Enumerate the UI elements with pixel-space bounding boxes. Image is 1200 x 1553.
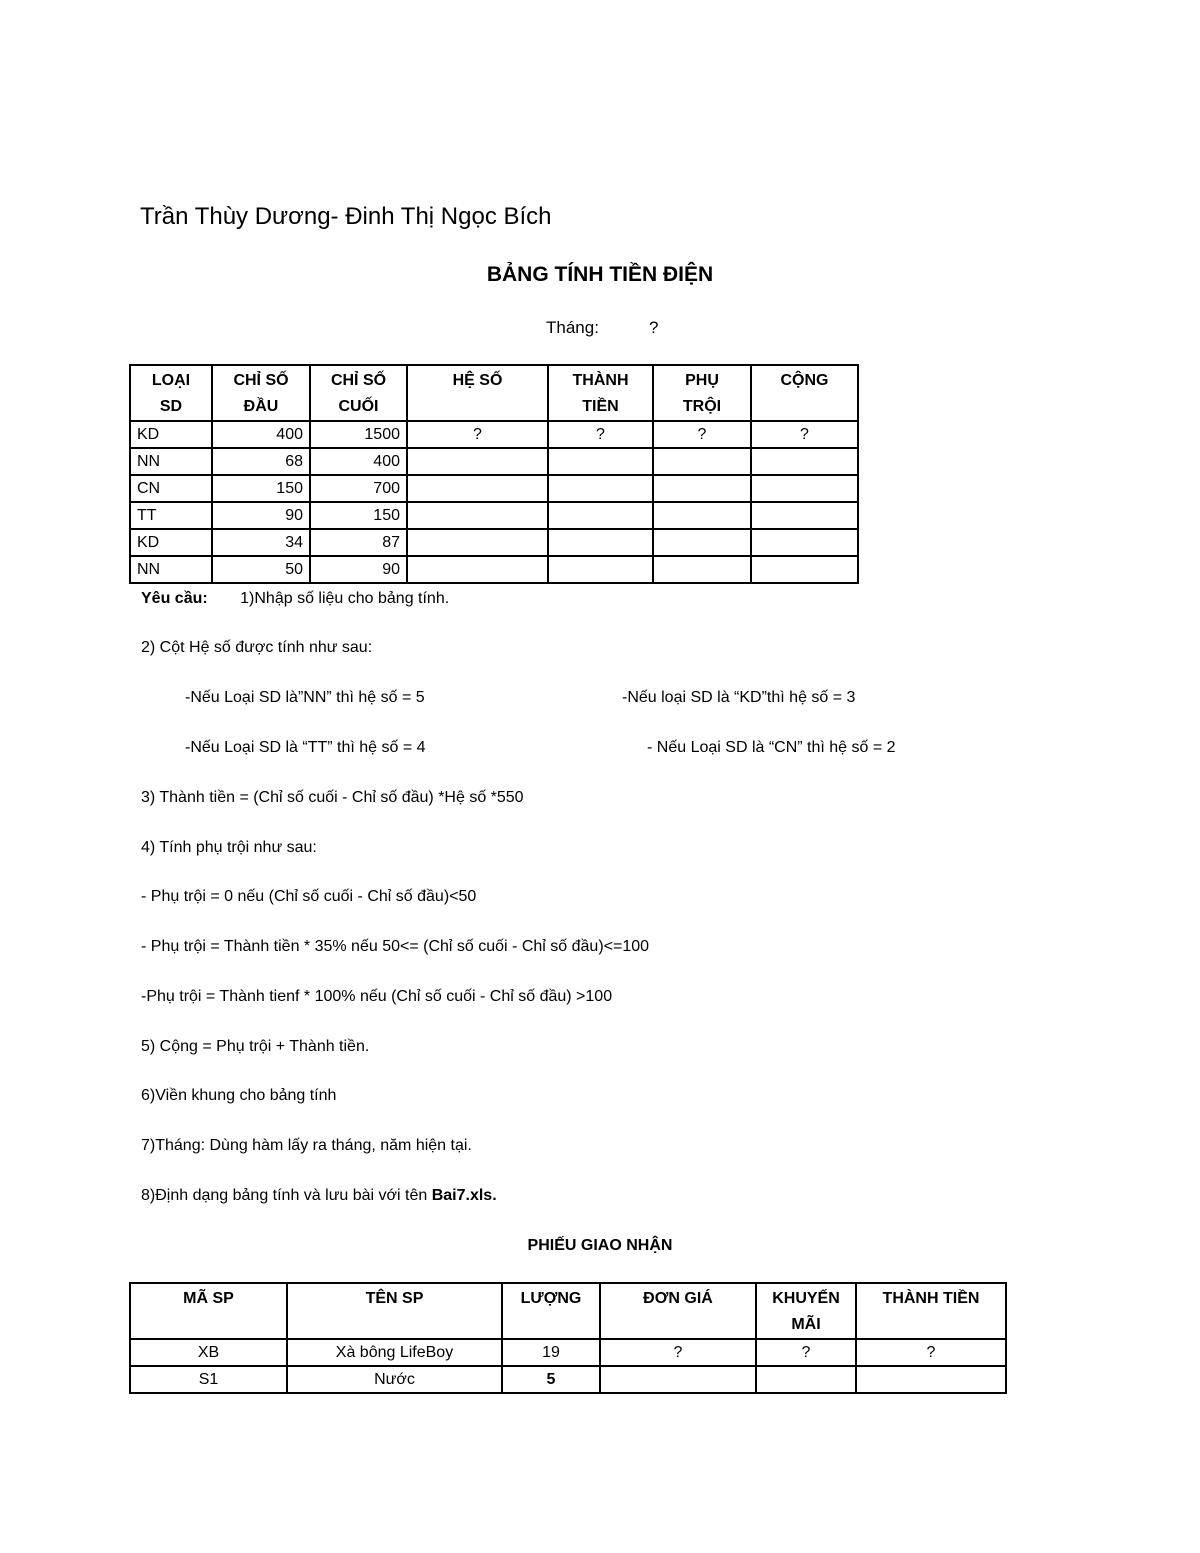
cell-ten-sp: Xà bông LifeBoy: [287, 1339, 502, 1366]
cell-chi-so-dau: 400: [212, 421, 310, 448]
requirements-label: Yêu cầu:: [141, 590, 208, 607]
table-row: [130, 448, 858, 475]
cell-ten-sp: Nước: [287, 1366, 502, 1393]
cell-loai-sd: KD: [130, 529, 212, 556]
requirement-1: Yêu cầu: 1)Nhập số liệu cho bảng tính.: [141, 590, 450, 607]
requirement-7: 7)Tháng: Dùng hàm lấy ra tháng, năm hiện tại.: [141, 1137, 472, 1154]
cell-thanh-tien: [548, 502, 653, 529]
table-row: [130, 502, 858, 529]
cell-phu-troi: ?: [653, 421, 751, 448]
cell-chi-so-dau: 34: [212, 529, 310, 556]
cell-don-gia: [600, 1366, 756, 1393]
header-thanh-tien: THÀNH TIỀN: [548, 365, 653, 421]
cell-cong: [751, 448, 858, 475]
requirement-4a: - Phụ trội = 0 nếu (Chỉ số cuối - Chỉ số đầu)<50: [141, 888, 477, 905]
electricity-table: [129, 364, 859, 584]
section-title: PHIẾU GIAO NHẬN: [527, 1237, 673, 1254]
table-header-row: [130, 365, 858, 421]
requirement-6: 6)Viền khung cho bảng tính: [141, 1087, 337, 1104]
cell-thanh-tien: ?: [856, 1339, 1006, 1366]
cell-phu-troi: [653, 529, 751, 556]
header-luong: LƯỢNG: [502, 1283, 600, 1339]
cell-thanh-tien: [548, 448, 653, 475]
header-chi-so-cuoi: CHỈ SỐ CUỐI: [310, 365, 407, 421]
cell-luong: 19: [502, 1339, 600, 1366]
author-names: Trần Thùy Dương- Đinh Thị Ngọc Bích: [140, 203, 552, 230]
header-chi-so-dau: CHỈ SỐ ĐẦU: [212, 365, 310, 421]
cell-cong: [751, 502, 858, 529]
cell-he-so: [407, 475, 548, 502]
cell-loai-sd: CN: [130, 475, 212, 502]
table-row: [130, 475, 858, 502]
cell-thanh-tien: [548, 475, 653, 502]
cell-ma-sp: XB: [130, 1339, 287, 1366]
header-cong: CỘNG: [751, 365, 858, 421]
requirement-2b: -Nếu loại SD là “KD”thì hệ số = 3: [622, 689, 856, 706]
cell-thanh-tien: [856, 1366, 1006, 1393]
cell-chi-so-dau: 68: [212, 448, 310, 475]
cell-loai-sd: NN: [130, 556, 212, 583]
cell-chi-so-cuoi: 1500: [310, 421, 407, 448]
cell-chi-so-dau: 150: [212, 475, 310, 502]
header-loai-sd: LOẠI SD: [130, 365, 212, 421]
cell-luong: 5: [502, 1366, 600, 1393]
cell-don-gia: ?: [600, 1339, 756, 1366]
cell-he-so: ?: [407, 421, 548, 448]
cell-chi-so-cuoi: 90: [310, 556, 407, 583]
month-value: ?: [648, 318, 659, 337]
cell-chi-so-dau: 90: [212, 502, 310, 529]
cell-ma-sp: S1: [130, 1366, 287, 1393]
cell-he-so: [407, 502, 548, 529]
requirement-2c: -Nếu Loại SD là “TT” thì hệ số = 4: [185, 739, 426, 756]
delivery-table: [129, 1282, 1007, 1394]
cell-thanh-tien: [548, 556, 653, 583]
requirement-4c: -Phụ trội = Thành tienf * 100% nếu (Chỉ số cuối - Chỉ số đầu) >100: [141, 988, 613, 1005]
table-row: [130, 1366, 1006, 1393]
header-don-gia: ĐƠN GIÁ: [600, 1283, 756, 1339]
requirement-4b: - Phụ trội = Thành tiền * 35% nếu 50<= (Chỉ số cuối - Chỉ số đầu)<=100: [141, 938, 650, 955]
cell-chi-so-dau: 50: [212, 556, 310, 583]
header-thanh-tien: THÀNH TIỀN: [856, 1283, 1006, 1339]
cell-loai-sd: KD: [130, 421, 212, 448]
page-title: BẢNG TÍNH TIỀN ĐIỆN: [486, 263, 714, 286]
cell-cong: [751, 556, 858, 583]
requirement-8: 8)Định dạng bảng tính và lưu bài với tên Bai7.xls.: [141, 1187, 497, 1204]
cell-loai-sd: TT: [130, 502, 212, 529]
cell-thanh-tien: [548, 529, 653, 556]
cell-khuyen-mai: ?: [756, 1339, 856, 1366]
cell-phu-troi: [653, 502, 751, 529]
requirement-5: 5) Cộng = Phụ trội + Thành tiền.: [141, 1038, 370, 1055]
requirement-4: 4) Tính phụ trội như sau:: [141, 839, 317, 856]
table-row: [130, 421, 858, 448]
header-ten-sp: TÊN SP: [287, 1283, 502, 1339]
requirement-2: 2) Cột Hệ số được tính như sau:: [141, 639, 373, 656]
header-khuyen-mai: KHUYẾN MÃI: [756, 1283, 856, 1339]
month-line: [546, 318, 658, 338]
cell-phu-troi: [653, 556, 751, 583]
requirement-2d: - Nếu Loại SD là “CN” thì hệ số = 2: [647, 739, 896, 756]
cell-he-so: [407, 448, 548, 475]
cell-loai-sd: NN: [130, 448, 212, 475]
file-name: Bai7.xls.: [431, 1187, 497, 1204]
cell-khuyen-mai: [756, 1366, 856, 1393]
month-label: Tháng:: [546, 318, 599, 337]
cell-cong: [751, 529, 858, 556]
cell-chi-so-cuoi: 150: [310, 502, 407, 529]
header-ma-sp: MÃ SP: [130, 1283, 287, 1339]
cell-cong: ?: [751, 421, 858, 448]
cell-chi-so-cuoi: 700: [310, 475, 407, 502]
table-header-row: [130, 1283, 1006, 1339]
cell-thanh-tien: ?: [548, 421, 653, 448]
cell-phu-troi: [653, 475, 751, 502]
header-he-so: HỆ SỐ: [407, 365, 548, 421]
cell-phu-troi: [653, 448, 751, 475]
table-row: [130, 1339, 1006, 1366]
cell-chi-so-cuoi: 400: [310, 448, 407, 475]
cell-cong: [751, 475, 858, 502]
cell-he-so: [407, 556, 548, 583]
requirement-2a: -Nếu Loại SD là”NN” thì hệ số = 5: [185, 689, 425, 706]
cell-he-so: [407, 529, 548, 556]
cell-chi-so-cuoi: 87: [310, 529, 407, 556]
table-row: [130, 529, 858, 556]
requirement-3: 3) Thành tiền = (Chỉ số cuối - Chỉ số đầu) *Hệ số *550: [141, 789, 524, 806]
table-row: [130, 556, 858, 583]
header-phu-troi: PHỤ TRỘI: [653, 365, 751, 421]
